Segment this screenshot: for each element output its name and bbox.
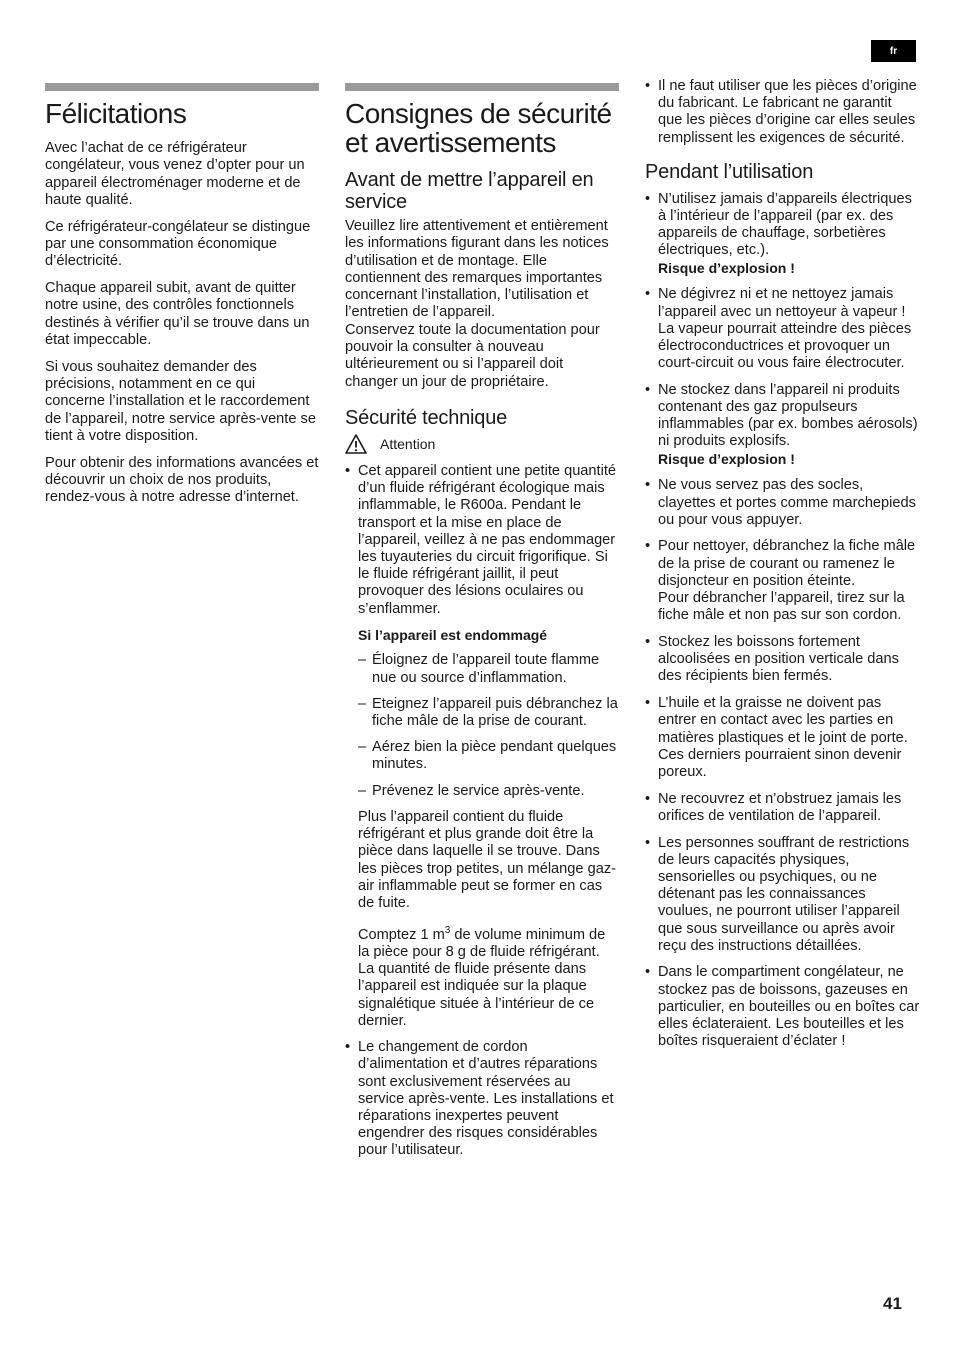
- list-item: [645, 382, 920, 468]
- page-number: 41: [883, 1294, 902, 1313]
- list-item-text: Ne recouvrez et n’obstruez jamais les orifices de ventilation de l’appareil.: [658, 790, 902, 824]
- explosion-risk-label: Risque d’explosion !: [658, 450, 795, 467]
- pendant-utilisation-heading: Pendant l’utilisation: [645, 160, 814, 183]
- list-item: [645, 791, 920, 825]
- list-item: – Aérez bien la pièce pendant quelques minutes.: [358, 739, 619, 773]
- explosion-risk-label: Risque d’explosion !: [658, 259, 795, 276]
- section-rule: [345, 83, 619, 91]
- list-item-text: Ne stockez dans l’appareil ni produits contenant des gaz propulseurs inflammables (par ex. bombes aérosols) ni produits explosifs.: [658, 381, 918, 450]
- list-item: [645, 538, 920, 624]
- list-item-text: N’utilisez jamais d’appareils électriques à l’intérieur de l’appareil (par ex. des appareils de chauffage, sorbetières électriques, etc.).: [658, 190, 912, 259]
- list-item: [645, 634, 920, 686]
- pendant-bullets: [645, 191, 920, 1051]
- list-item-text: Le changement de cordon d’alimentation et d’autres réparations sont exclusivement réservées au service après-vente. Les installations et réparations inexpertes peuvent engendrer des risques considérables pour l’utilisateur.: [358, 1039, 614, 1159]
- felicitations-paragraph: Avec l’achat de ce réfrigérateur congélateur, vous venez d’opter pour un appareil électroménager moderne et de haute qualité.: [45, 140, 305, 208]
- list-item-text: Les personnes souffrant de restrictions de leurs capacités physiques, sensorielles ou psychiques, ou ne détenant pas les connaissances voulues, ne pourront utiliser l’appareil que sous surveillance ou après avoir reçu des instructions détaillées.: [658, 834, 910, 954]
- felicitations-paragraph: Pour obtenir des informations avancées et découvrir un choix de nos produits, rendez-vous à notre adresse d’internet.: [45, 454, 319, 506]
- felicitations-paragraph: Ce réfrigérateur-congélateur se distingue par une consommation économique d’électricité.: [45, 218, 311, 270]
- list-item: [645, 286, 920, 372]
- list-item: [645, 695, 920, 781]
- volume-text-b: de volume minimum de la pièce pour 8 g de fluide réfrigérant. La quantité de fluide présente dans l’appareil est indiquée sur la plaque signalétique située à l’intérieur de ce dernier.: [358, 926, 606, 1029]
- list-item: – Prévenez le service après-vente.: [358, 783, 619, 800]
- list-item: [645, 964, 920, 1050]
- list-item: [645, 835, 920, 955]
- language-badge: fr: [871, 40, 916, 62]
- avant-service-paragraph: Veuillez lire attentivement et entièrement les informations figurant dans les notices d’utilisation et de montage. Elle contiennent des remarques importantes concernant l’installation, l’utilisation et l’entretien de l’appareil.: [345, 218, 609, 321]
- list-item-text: Il ne faut utiliser que les pièces d’origine du fabricant. Le fabricant ne garantit que les pièces d’origine car elles seules remplissent les exigences de sécurité.: [658, 78, 917, 146]
- securite-bullets: [345, 463, 619, 618]
- section-rule: [45, 83, 319, 91]
- damaged-steps: [358, 652, 619, 799]
- felicitations-paragraph: Si vous souhaitez demander des précisions, notamment en ce qui concerne l’installation et le raccordement de l’appareil, notre service après-vente se tient à votre disposition.: [45, 358, 316, 444]
- original-parts-bullets: [645, 78, 920, 147]
- list-item: [645, 477, 920, 529]
- refrigerant-notes: [345, 809, 619, 1030]
- list-item-text: Cet appareil contient une petite quantité d’un fluide réfrigérant écologique mais inflammable, le R600a. Pendant le transport et la mise en place de l’appareil, veillez à ne pas endommager les tuyauteries du circuit frigorifique. Si le fluide réfrigérant jaillit, il peut provoquer des lésions oculaires ou s’enflammer.: [358, 462, 617, 617]
- column-felicitations: [45, 83, 319, 516]
- felicitations-paragraph: Chaque appareil subit, avant de quitter notre usine, des contrôles fonctionnels destinés à vérifier qu’il se trouve dans un état impeccable.: [45, 280, 310, 348]
- list-item-text: Stockez les boissons fortement alcoolisées en position verticale dans des récipients bien fermés.: [658, 633, 899, 685]
- list-item-text: Dans le compartiment congélateur, ne stockez pas de boissons, gazeuses en particulier, en bouteilles ou en boîtes car elles éclateraient. Les bouteilles et les boîtes risqueraient d’éclater !: [658, 964, 920, 1050]
- avant-service-heading: Avant de mettre l’appareil en service: [345, 169, 594, 213]
- list-item: [345, 1039, 619, 1159]
- securite-technique-heading: Sécurité technique: [345, 406, 508, 429]
- consignes-title: Consignes de sécurité et avertissements: [345, 98, 612, 158]
- volume-text-a: Comptez 1 m: [358, 926, 445, 943]
- avant-service-paragraph: Conservez toute la documentation pour pouvoir la consulter à nouveau ultérieurement ou si l’appareil doit changer un jour de propriétaire.: [345, 321, 600, 390]
- volume-paragraph: [358, 922, 619, 1031]
- attention-label: Attention: [380, 435, 436, 452]
- attention-warning: [345, 434, 619, 454]
- volume-superscript: 3: [444, 924, 451, 936]
- list-item-text: Ne dégivrez ni et ne nettoyez jamais l’appareil avec un nettoyeur à vapeur ! La vapeur pourrait atteindre des pièces électroconductrices et provoquer un court-circuit ou vous faire électrocuter.: [658, 286, 912, 372]
- felicitations-title: Félicitations: [45, 98, 187, 129]
- list-item-text: Ne vous servez pas des socles, clayettes et portes comme marchepieds ou pour vous appuyer.: [658, 477, 916, 528]
- refrigerant-paragraph: Plus l’appareil contient du fluide réfrigérant et plus grande doit être la pièce dans laquelle il se trouve. Dans les pièces trop petites, un mélange gaz-air inflammable peut se former en cas de fuite.: [358, 808, 616, 912]
- column-pendant: [645, 78, 920, 1060]
- list-item-text: Pour nettoyer, débranchez la fiche mâle de la prise de courant ou ramenez le disjoncteur en position éteinte.: [658, 538, 916, 589]
- warning-triangle-icon: [345, 434, 367, 454]
- list-item: – Éloignez de l’appareil toute flamme nue ou source d’inflammation.: [358, 652, 619, 686]
- list-item: [645, 78, 920, 147]
- list-item: [645, 191, 920, 277]
- list-item-text: Pour débrancher l’appareil, tirez sur la fiche mâle et non pas sur son cordon.: [658, 590, 905, 624]
- column-consignes: [345, 83, 619, 1169]
- list-item: [345, 463, 619, 618]
- list-item: – Eteignez l’appareil puis débranchez la fiche mâle de la prise de courant.: [358, 696, 619, 730]
- damaged-subheading: Si l’appareil est endommagé: [358, 627, 548, 644]
- list-item-text: L’huile et la graisse ne doivent pas entrer en contact avec les parties en matières plastiques et le joint de porte. Ces derniers pourraient sinon devenir poreux.: [658, 695, 908, 780]
- repair-bullets: [345, 1039, 619, 1159]
